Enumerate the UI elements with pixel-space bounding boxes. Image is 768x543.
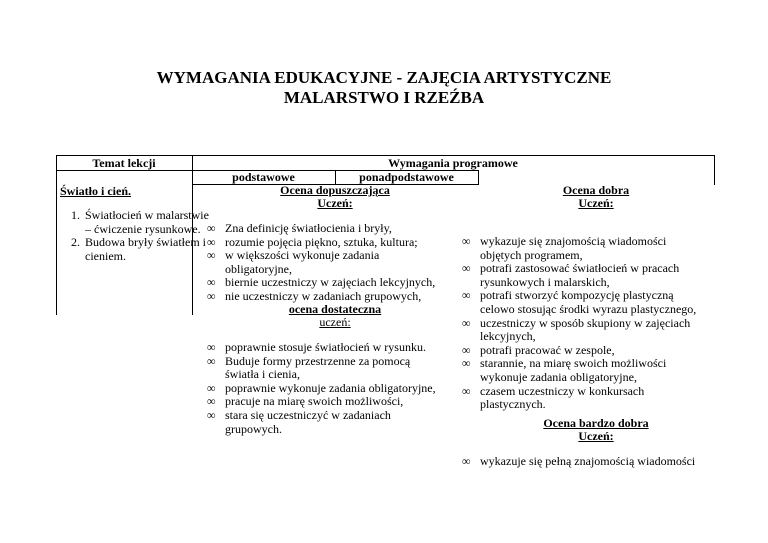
list-item: ∞ uczestniczy w sposób skupiony w zajęciach lekcyjnych,: [462, 315, 691, 344]
list-item: ∞ biernie uczestniczy w zajęciach lekcyjnych,: [207, 275, 436, 290]
bullet-icon: ∞: [462, 356, 471, 371]
document-title-line1: WYMAGANIA EDUKACYJNE - ZAJĘCIA ARTYSTYCZNE: [156, 68, 612, 87]
list-item: ∞ Buduje formy przestrzenne za pomocą światła i cienia,: [207, 353, 411, 382]
bullet-icon: ∞: [462, 315, 471, 330]
grade-very-good-list: [462, 455, 707, 469]
bullet-icon: ∞: [207, 353, 216, 368]
grade-sufficient-title: Ocena dopuszczająca: [280, 183, 390, 197]
grade-satisfactory-subtitle: uczeń:: [319, 315, 351, 329]
bullet-icon: ∞: [207, 248, 216, 263]
bullet-icon: ∞: [207, 288, 216, 303]
topic-list: [60, 209, 213, 263]
document-title-line2: MALARSTWO I RZEŹBA: [283, 88, 485, 107]
list-item: ∞ nie uczestniczy w zadaniach grupowych,: [207, 288, 422, 303]
bullet-icon: ∞: [207, 221, 216, 235]
basic-requirements-header: podstawowe: [232, 170, 295, 184]
bullet-icon: ∞: [462, 261, 471, 276]
bullet-icon: ∞: [207, 340, 216, 354]
list-item: ∞ poprawnie stosuje światłocień w rysunku.: [207, 340, 426, 354]
bullet-icon: ∞: [462, 342, 471, 357]
list-item: ∞ potrafi stworzyć kompozycję plastyczną celowo stosując środki wyrazu plastycznego,: [462, 288, 697, 316]
list-item: ∞ potrafi pracować w zespole,: [462, 342, 615, 357]
bullet-icon: ∞: [207, 407, 216, 422]
requirements-column-header: Wymagania programowe: [388, 156, 518, 170]
list-item: ∞ starannie, na miarę swoich możliwości wykonuje zadania obligatoryjne,: [462, 356, 667, 384]
list-item: ∞ wykazuje się pełną znajomością wiadomości: [462, 454, 696, 468]
list-item: ∞ rozumie pojęcia piękno, sztuka, kultura;: [207, 234, 418, 249]
subheader-right: [478, 170, 479, 185]
bullet-icon: ∞: [207, 275, 216, 290]
table-left-border: [56, 155, 57, 315]
table-right-border: [714, 155, 715, 185]
topic-column-header: Temat lekcji: [92, 156, 156, 170]
bullet-icon: ∞: [462, 288, 471, 303]
topic-name: Światło i cień.: [60, 184, 131, 198]
grade-very-good-subtitle: Uczeń:: [578, 429, 614, 443]
topic-item: 1. Światłocień w malarstwie – ćwiczenie rysunkowe.: [83, 209, 213, 236]
grade-good-title: Ocena dobra: [562, 183, 630, 197]
bullet-icon: ∞: [462, 383, 471, 398]
grade-satisfactory-list: [207, 341, 447, 436]
topic-item: 2. Budowa bryły światłem i cieniem.: [83, 236, 213, 263]
list-item: ∞ czasem uczestniczy w konkursach plastycznych.: [462, 383, 645, 412]
grade-sufficient-subtitle: Uczeń:: [317, 196, 353, 210]
grade-very-good-title: Ocena bardzo dobra: [543, 416, 649, 430]
grade-good-list: [462, 235, 707, 412]
bullet-icon: ∞: [207, 234, 216, 249]
list-item: ∞ wykazuje się znajomością wiadomości objętych programem,: [462, 234, 667, 262]
list-item: ∞ Zna definicję światłocienia i bryły,: [207, 221, 392, 235]
bullet-icon: ∞: [207, 380, 216, 395]
bullet-icon: ∞: [462, 234, 471, 248]
bullet-icon: ∞: [207, 394, 216, 409]
grade-satisfactory-title: ocena dostateczna: [288, 302, 382, 316]
list-item: ∞ w większości wykonuje zadania obligatoryjne,: [207, 248, 380, 276]
list-item: ∞ pracuje na miarę swoich możliwości,: [207, 394, 404, 409]
grade-good-subtitle: Uczeń:: [578, 196, 614, 210]
list-item: ∞ poprawnie wykonuje zadania obligatoryjne,: [207, 380, 436, 395]
list-item: ∞ potrafi zastosować światłocień w pracach rysunkowych i malarskich,: [462, 261, 680, 289]
extended-requirements-header: ponadpodstawowe: [359, 170, 454, 184]
bullet-icon: ∞: [462, 454, 471, 468]
list-item: ∞ stara się uczestniczyć w zadaniach grupowych.: [207, 407, 391, 436]
grade-sufficient-list: [207, 222, 447, 304]
